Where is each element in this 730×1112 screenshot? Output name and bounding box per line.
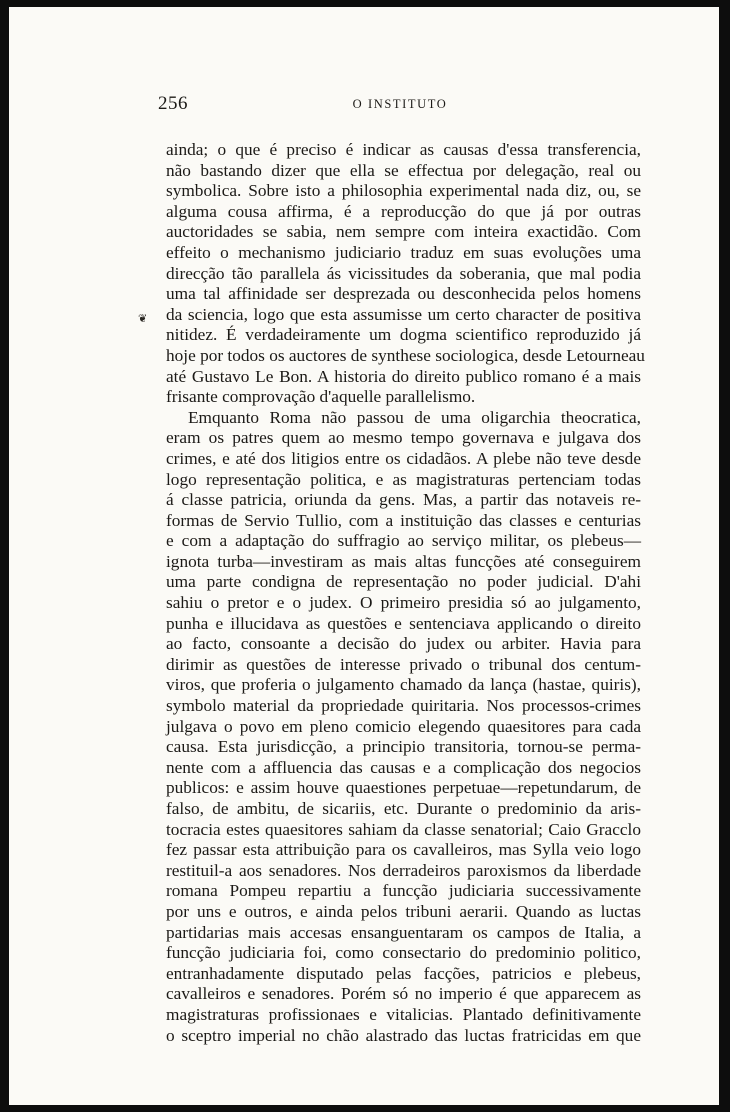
text-line: uma tal affinidade ser desprezada ou desconhecida pelos homens — [166, 284, 641, 304]
text-line: symbolo material da propriedade quiritaria. Nos processos-crimes — [166, 696, 641, 716]
running-title: O INSTITUTO — [352, 97, 448, 111]
page-number: 256 — [158, 93, 188, 114]
text-line: alguma cousa affirma, é a reproducção do que já por outras — [166, 201, 641, 221]
text-line: frisante comprovação d'aquelle parallelismo. — [166, 387, 476, 407]
text-line: effeito o mechanismo judiciario traduz em suas evoluções uma — [166, 242, 641, 262]
text-line: da sciencia, logo que esta assumisse um certo character de positiva — [166, 304, 641, 324]
text-line: auctoridades se sabia, nem sempre com inteira exactidão. Com — [166, 222, 641, 242]
text-line: romana Pompeu repartiu a funcção judiciaria successivamente — [166, 881, 641, 901]
text-line: formas de Servio Tullio, com a instituição das classes e centurias — [166, 510, 641, 530]
text-line: tocracia estes quaesitores sahiam da classe senatorial; Caio Gracclo — [166, 819, 641, 839]
text-line: uma parte condigna de representação no poder judicial. D'ahi — [166, 572, 641, 592]
text-line: nitidez. É verdadeiramente um dogma scientifico reproduzido já — [166, 325, 641, 345]
text-line: viros, que proferia o julgamento chamado da lança (hastae, quiris), — [166, 675, 641, 695]
body-text — [166, 140, 645, 1046]
text-line: symbolica. Sobre isto a philosophia experimental nada diz, ou, se — [166, 181, 641, 201]
text-line: e com a adaptação do suffragio ao serviço militar, os plebeus— — [166, 531, 641, 551]
paragraph-2 — [166, 408, 641, 1046]
text-line: cavalleiros e senadores. Porém só no imperio é que apparecem as — [166, 984, 641, 1004]
text-line: partidarias mais accesas ensanguentaram os campos de Italia, a — [166, 922, 641, 942]
text-line: por uns e outros, e ainda pelos tribuni aerarii. Quando as luctas — [166, 901, 641, 921]
paragraph-1 — [166, 140, 645, 408]
text-line: ao facto, consoante a decisão do judex ou arbiter. Havia para — [166, 634, 641, 654]
text-line: o sceptro imperial no chão alastrado das luctas fratricidas em que — [166, 1025, 641, 1045]
text-line: direcção tão parallela ás vicissitudes da soberania, que mal podia — [166, 263, 641, 283]
text-line: ainda; o que é preciso é indicar as causas d'essa transferencia, — [166, 140, 641, 159]
text-line: hoje por todos os auctores de synthese sociologica, desde Letourneau — [166, 345, 645, 365]
text-line: causa. Esta jurisdicção, a principio transitoria, tornou-se perma- — [166, 737, 641, 757]
text-line: Emquanto Roma não passou de uma oligarchia theocratica, — [188, 407, 641, 427]
text-line: entranhadamente disputado pelas facções, patricios e plebeus, — [166, 963, 641, 983]
text-line: logo representação politica, e as magistraturas pertenciam todas — [166, 469, 641, 489]
text-line: até Gustavo Le Bon. A historia do direito publico romano é a mais — [166, 366, 641, 386]
text-line: fez passar esta attribuição para os cavalleiros, mas Sylla veio logo — [166, 840, 641, 860]
text-line: publicos: e assim houve quaestiones perpetuae—repetundarum, de — [166, 778, 641, 798]
text-line: ignota turba—investiram as mais altas funcções até conseguirem — [166, 551, 641, 571]
text-line: á classe patricia, oriunda da gens. Mas, a partir das notaveis re- — [166, 490, 641, 510]
text-line: punha e illucidava as questões e sentenciava applicando o direito — [166, 613, 641, 633]
text-line: funcção judiciaria foi, como consectario do predominio politico, — [166, 943, 641, 963]
text-line: não bastando dizer que ella se effectua por delegação, real ou — [166, 160, 641, 180]
margin-ornament: ❦ — [138, 312, 148, 325]
text-line: dirimir as questões de interesse privado o tribunal dos centum- — [166, 654, 641, 674]
text-line: eram os patres quem ao mesmo tempo governava e julgava dos — [166, 428, 641, 448]
text-line: julgava o povo em pleno comicio elegendo quaesitores para cada — [166, 716, 641, 736]
text-line: nente com a affluencia das causas e a complicação dos negocios — [166, 757, 641, 777]
text-line: sahiu o pretor e o judex. O primeiro presidia só ao julgamento, — [166, 593, 641, 613]
page-header — [158, 92, 642, 118]
text-line: magistraturas profissionaes e vitalicias. Plantado definitivamente — [166, 1004, 641, 1024]
text-line: restituil-a aos senadores. Nos derradeiros paroxismos da liberdade — [166, 860, 641, 880]
text-line: crimes, e até dos litigios entre os cidadãos. A plebe não teve desde — [166, 448, 641, 468]
text-line: falso, de ambitu, de sicariis, etc. Durante o predominio da aris- — [166, 799, 641, 818]
